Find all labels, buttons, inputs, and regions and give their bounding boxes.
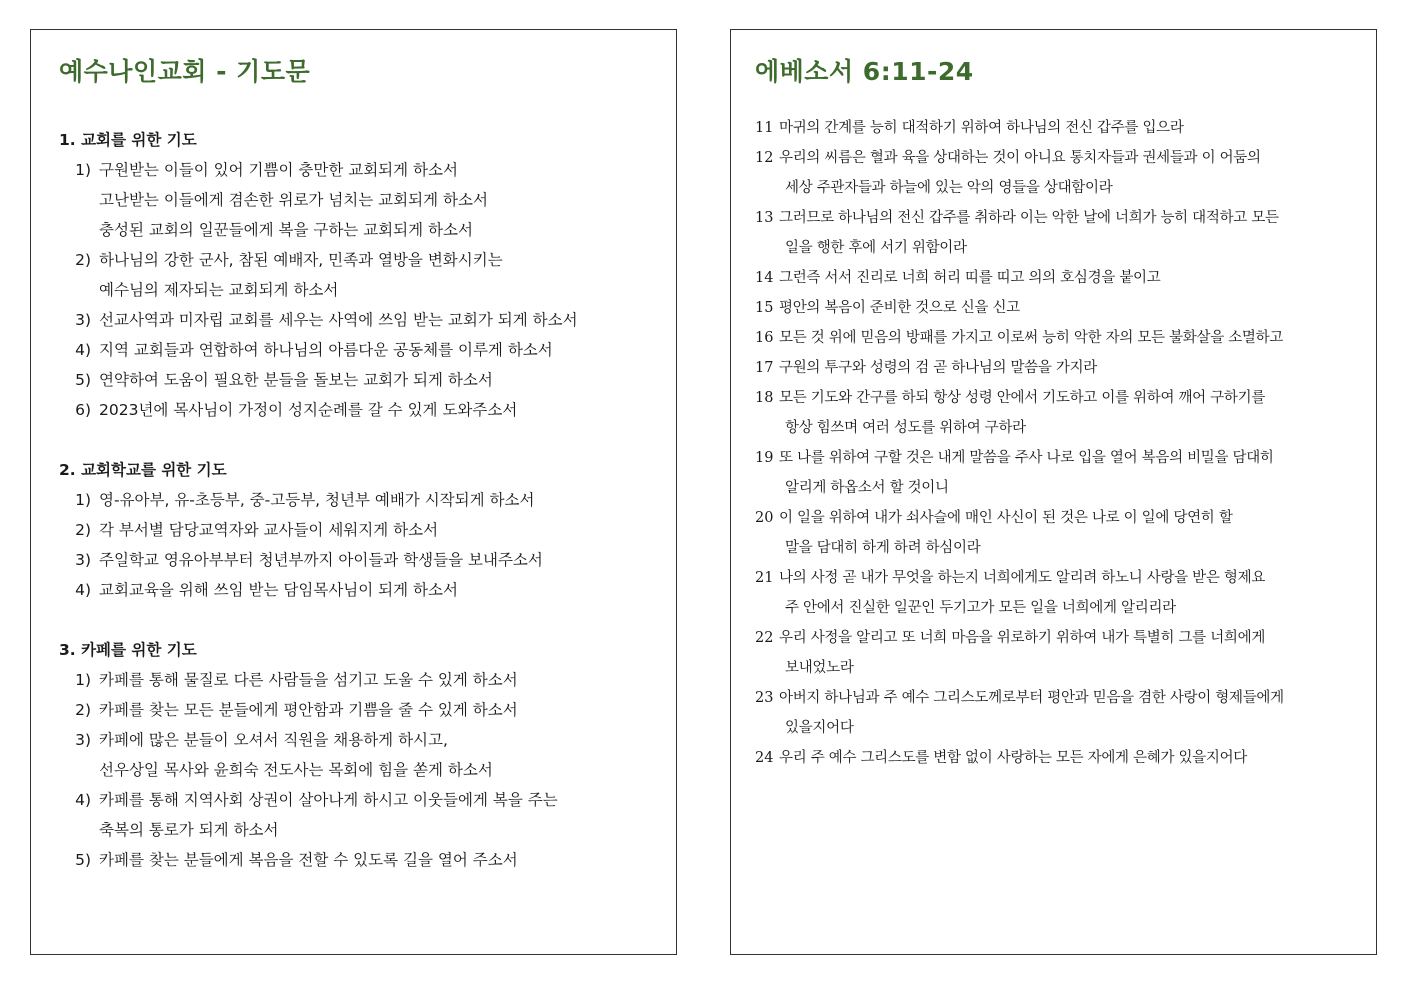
verse-text: 세상 주관자들과 하늘에 있는 악의 영들을 상대함이라 (785, 180, 1113, 196)
prayer-item-text: 하나님의 강한 군사, 참된 예배자, 민족과 열방을 변화시키는 (99, 251, 503, 269)
prayer-item (59, 665, 660, 695)
prayer-item-text: 고난받는 이들에게 겸손한 위로가 넘치는 교회되게 하소서 (99, 191, 488, 209)
section-heading: 3. 카페를 위한 기도 (59, 641, 197, 659)
prayer-item (59, 395, 660, 425)
prayer-item-text: 선우상일 목사와 윤희숙 전도사는 목회에 힘을 쏟게 하소서 (99, 761, 493, 779)
prayer-item-text: 카페를 찾는 분들에게 복음을 전할 수 있도록 길을 열어 주소서 (99, 851, 518, 869)
prayer-item-text: 구원받는 이들이 있어 기쁨이 충만한 교회되게 하소서 (99, 161, 458, 179)
verse-text: 그런즉 서서 진리로 너희 허리 띠를 띠고 의의 호심경을 붙이고 (779, 270, 1161, 286)
prayer-item (59, 515, 660, 545)
prayer-item-text: 교회교육을 위해 쓰임 받는 담임목사님이 되게 하소서 (99, 581, 458, 599)
verse-number: 17 (755, 360, 774, 376)
verse-text: 우리 사정을 알리고 또 너희 마음을 위로하기 위하여 내가 특별히 그를 너희에게 (779, 630, 1266, 646)
verse (755, 353, 1364, 383)
prayer-item-text: 카페를 통해 지역사회 상권이 살아나게 하시고 이웃들에게 복을 주는 (99, 791, 558, 809)
prayer-item (59, 785, 660, 845)
prayer-item-number: 2) (75, 251, 91, 269)
verse (755, 683, 1364, 743)
prayer-item-text: 카페에 많은 분들이 오셔서 직원을 채용하게 하시고, (99, 731, 448, 749)
verse-text: 주 안에서 진실한 일꾼인 두기고가 모든 일을 너희에게 알리리라 (785, 600, 1176, 616)
prayer-item-number: 1) (75, 491, 91, 509)
prayer-item-number: 5) (75, 371, 91, 389)
prayer-item-text: 영-유아부, 유-초등부, 중-고등부, 청년부 예배가 시작되게 하소서 (99, 491, 535, 509)
prayer-item (59, 305, 660, 335)
prayer-item-number: 4) (75, 791, 91, 809)
verse (755, 623, 1364, 683)
verse (755, 443, 1364, 503)
verse-text: 이 일을 위하여 내가 쇠사슬에 매인 사신이 된 것은 나로 이 일에 당연히 할 (779, 510, 1233, 526)
verse-text: 항상 힘쓰며 여러 성도를 위하여 구하라 (785, 420, 1026, 436)
verse-text: 알리게 하옵소서 할 것이니 (785, 480, 949, 496)
prayer-item (59, 575, 660, 605)
verse-number: 18 (755, 390, 774, 406)
verse (755, 293, 1364, 323)
prayer-item-number: 1) (75, 161, 91, 179)
prayer-panel (30, 29, 677, 955)
prayer-item (59, 845, 660, 875)
verse-number: 11 (755, 120, 774, 136)
verse (755, 263, 1364, 293)
prayer-item-text: 주일학교 영유아부부터 청년부까지 아이들과 학생들을 보내주소서 (99, 551, 543, 569)
verse-text: 모든 기도와 간구를 하되 항상 성령 안에서 기도하고 이를 위하여 깨어 구하기를 (779, 390, 1266, 406)
verse-text: 마귀의 간계를 능히 대적하기 위하여 하나님의 전신 갑주를 입으라 (779, 120, 1184, 136)
scripture-panel (730, 29, 1377, 955)
verse-text: 있을지어다 (785, 720, 854, 736)
verse-text: 우리의 씨름은 혈과 육을 상대하는 것이 아니요 통치자들과 권세들과 이 어둠의 (779, 150, 1261, 166)
verse-text: 그러므로 하나님의 전신 갑주를 취하라 이는 악한 날에 너희가 능히 대적하고 모든 (779, 210, 1279, 226)
prayer-item-text: 2023년에 목사님이 가정이 성지순례를 갈 수 있게 도와주소서 (99, 401, 518, 419)
prayer-item-number: 2) (75, 701, 91, 719)
prayer-item (59, 335, 660, 365)
prayer-item-number: 4) (75, 341, 91, 359)
prayer-item-number: 1) (75, 671, 91, 689)
verse-number: 22 (755, 630, 774, 646)
prayer-item-text: 카페를 통해 물질로 다른 사람들을 섬기고 도울 수 있게 하소서 (99, 671, 518, 689)
prayer-item-number: 5) (75, 851, 91, 869)
verse (755, 503, 1364, 563)
verse (755, 383, 1364, 443)
verse-number: 15 (755, 300, 774, 316)
prayer-item (59, 485, 660, 515)
verse-number: 13 (755, 210, 774, 226)
prayer-section (59, 125, 660, 425)
prayer-item-text: 카페를 찾는 모든 분들에게 평안함과 기쁨을 줄 수 있게 하소서 (99, 701, 518, 719)
scripture-verses (755, 113, 1364, 773)
verse-text: 말을 담대히 하게 하려 하심이라 (785, 540, 981, 556)
verse-number: 16 (755, 330, 774, 346)
verse (755, 203, 1364, 263)
prayer-item (59, 725, 660, 785)
verse-text: 보내었노라 (785, 660, 854, 676)
prayer-item-text: 각 부서별 담당교역자와 교사들이 세워지게 하소서 (99, 521, 439, 539)
prayer-item (59, 245, 660, 305)
verse-number: 12 (755, 150, 774, 166)
prayer-section (59, 635, 660, 875)
prayer-item (59, 155, 660, 245)
prayer-item-number: 3) (75, 551, 91, 569)
verse-number: 24 (755, 750, 774, 766)
prayer-item-number: 3) (75, 731, 91, 749)
prayer-item (59, 365, 660, 395)
verse-number: 14 (755, 270, 774, 286)
prayer-item-text: 지역 교회들과 연합하여 하나님의 아름다운 공동체를 이루게 하소서 (99, 341, 553, 359)
prayer-item-text: 축복의 통로가 되게 하소서 (99, 821, 279, 839)
verse (755, 323, 1364, 353)
prayer-item-text: 예수님의 제자되는 교회되게 하소서 (99, 281, 339, 299)
scripture-title: 에베소서 6:11-24 (755, 57, 974, 86)
verse (755, 143, 1364, 203)
verse-text: 구원의 투구와 성령의 검 곧 하나님의 말씀을 가지라 (779, 360, 1098, 376)
verse (755, 743, 1364, 773)
prayer-item (59, 695, 660, 725)
prayer-item (59, 545, 660, 575)
verse-text: 일을 행한 후에 서기 위함이라 (785, 240, 967, 256)
prayer-item-number: 6) (75, 401, 91, 419)
section-heading: 1. 교회를 위한 기도 (59, 131, 197, 149)
prayer-section (59, 455, 660, 605)
prayer-item-number: 2) (75, 521, 91, 539)
verse-number: 21 (755, 570, 774, 586)
verse-text: 우리 주 예수 그리스도를 변함 없이 사랑하는 모든 자에게 은혜가 있을지어다 (779, 750, 1248, 766)
verse (755, 113, 1364, 143)
verse-number: 20 (755, 510, 774, 526)
verse-number: 23 (755, 690, 774, 706)
prayer-sections (59, 125, 660, 905)
prayer-item-number: 4) (75, 581, 91, 599)
prayer-item-text: 선교사역과 미자립 교회를 세우는 사역에 쓰임 받는 교회가 되게 하소서 (99, 311, 578, 329)
verse-text: 아버지 하나님과 주 예수 그리스도께로부터 평안과 믿음을 겸한 사랑이 형제들에게 (779, 690, 1284, 706)
verse-text: 또 나를 위하여 구할 것은 내게 말씀을 주사 나로 입을 열어 복음의 비밀을 담대히 (779, 450, 1274, 466)
verse-number: 19 (755, 450, 774, 466)
verse-text: 나의 사정 곧 내가 무엇을 하는지 너희에게도 알리려 하노니 사랑을 받은 형제요 (779, 570, 1266, 586)
prayer-item-text: 충성된 교회의 일꾼들에게 복을 구하는 교회되게 하소서 (99, 221, 473, 239)
verse-text: 평안의 복음이 준비한 것으로 신을 신고 (779, 300, 1020, 316)
verse (755, 563, 1364, 623)
section-heading: 2. 교회학교를 위한 기도 (59, 461, 227, 479)
prayer-item-number: 3) (75, 311, 91, 329)
prayer-title: 예수나인교회 - 기도문 (59, 57, 311, 86)
verse-text: 모든 것 위에 믿음의 방패를 가지고 이로써 능히 악한 자의 모든 불화살을 소멸하고 (779, 330, 1284, 346)
prayer-item-text: 연약하여 도움이 필요한 분들을 돌보는 교회가 되게 하소서 (99, 371, 493, 389)
